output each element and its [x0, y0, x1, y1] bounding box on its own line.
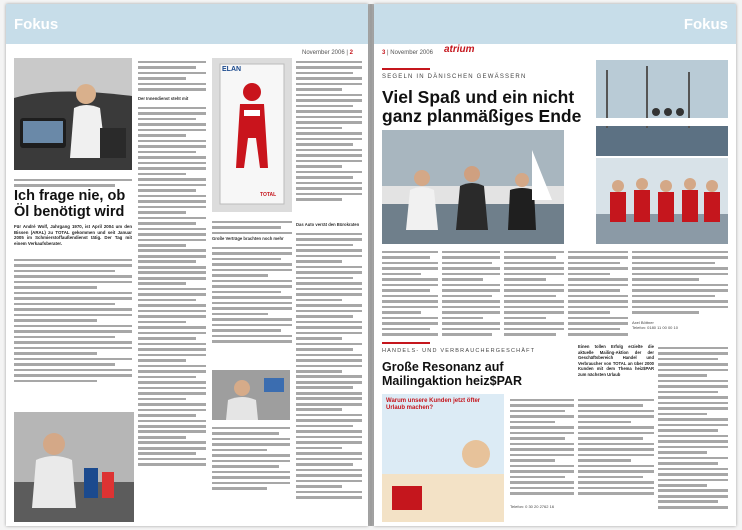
kicker-rule: [382, 68, 430, 70]
photo-salesman-office: [14, 412, 134, 522]
photo-mailing: [382, 394, 504, 522]
text-col4-body: [296, 58, 362, 203]
atrium-logo: atrium: [444, 44, 475, 55]
photo-salesman-phone: [212, 370, 290, 420]
crew-red-illustration: [596, 158, 728, 244]
header-band: [6, 4, 368, 44]
text-col3-body: [212, 244, 292, 346]
mailing-illustration: [382, 394, 504, 522]
kicker-retail: HANDELS- UND VERBRAUCHERGESCHÄFT: [382, 348, 536, 354]
author-name: Axel Böttner: [632, 320, 654, 325]
racing-driver-illustration: [212, 58, 292, 212]
office-illustration: [14, 412, 134, 522]
text-sailing-col3: [504, 248, 564, 339]
page-folio: November 2006 | 2: [302, 50, 353, 56]
right-page: [374, 4, 736, 526]
text-sailing-col5: [632, 248, 728, 317]
page-folio: 3 | November 2006: [382, 50, 433, 56]
text-mailing-col2: [578, 396, 654, 498]
header-band: [374, 4, 736, 44]
folio-page: 3: [382, 50, 386, 56]
mailing-contact: Telefon: 0 30 20 2762 16: [510, 504, 555, 509]
poster-brand: ELAN: [222, 66, 242, 73]
text-sailing-col1: [382, 248, 438, 339]
col2-subhead: Der Innendienst steht mit: [138, 96, 189, 101]
marina-illustration: [596, 60, 728, 156]
folio-page: 2: [349, 50, 353, 56]
col4-subhead: Das Auto verrät den Bürokraten: [296, 222, 360, 227]
sailing-crew-illustration: [382, 130, 564, 244]
text-col3-top: [212, 218, 292, 237]
poster-product: TOTAL: [260, 192, 277, 198]
car-interior-illustration: [14, 58, 132, 170]
author-line: [632, 320, 678, 330]
text-col2-top: [138, 58, 206, 94]
phone-illustration: [212, 370, 290, 420]
folio-date: November 2006: [390, 50, 433, 56]
text-col2-body: [138, 104, 206, 469]
lead-text: Für André Wolf, Jahrgang 1970, ist April 2004 um den Bissen (ARAL) zu TOTAL gekommen und seit Januar 2005 im Schmierstoffaußendienst tätig. Der Tag mit einem Verkaufsberater.: [14, 224, 132, 246]
photo-marina: [596, 60, 728, 156]
headline-sailing: Viel Spaß und ein nicht ganz planmäßiges Ende: [382, 87, 582, 126]
headline-mailing: Große Resonanz auf Mailingaktion heiz$PAR: [382, 360, 523, 388]
text-mailing-col1: [510, 396, 574, 498]
section-label: Fokus: [683, 16, 728, 33]
mailing-line2: Urlaub machen?: [386, 405, 434, 411]
author-contact: Telefon: 0180 11 00 00 10: [632, 325, 678, 330]
headline: Ich frage nie, ob Öl benötigt wird: [14, 188, 126, 220]
kicker-sailing: SEGELN IN DÄNISCHEN GEWÄSSERN: [382, 74, 527, 80]
text-col4-lower: [296, 230, 362, 502]
mailing-line1: Warum unsere Kunden jetzt öfter: [386, 398, 481, 404]
text-col1-body: [14, 256, 132, 385]
text-col3-lower: [212, 424, 290, 493]
photo-salesman-car: [14, 58, 132, 170]
photo-crew-red: [596, 158, 728, 244]
mailing-callout: Einen tollen Erfolg erzielte die aktuelle Mailing-Aktion der der Geschäftsbereich Handel und Verbraucher von TOTAL an über 2000 Kunden mit dem Thema heiz$PAR zum nächsten Urlaub: [578, 344, 654, 377]
photo-racing-poster: [212, 58, 292, 212]
mailing-headline: [386, 398, 504, 412]
folio-date: November 2006: [302, 50, 345, 56]
photo-sailing-crew: [382, 130, 564, 244]
text-sailing-col2: [442, 248, 500, 339]
text-mailing-col3: [658, 344, 728, 511]
left-page: [6, 4, 368, 526]
col3-subhead: Große Verträge brachten noch mehr: [212, 236, 284, 241]
text-sailing-col4: [568, 248, 628, 339]
section-label: Fokus: [14, 16, 59, 33]
kicker-rule-2: [382, 342, 430, 344]
